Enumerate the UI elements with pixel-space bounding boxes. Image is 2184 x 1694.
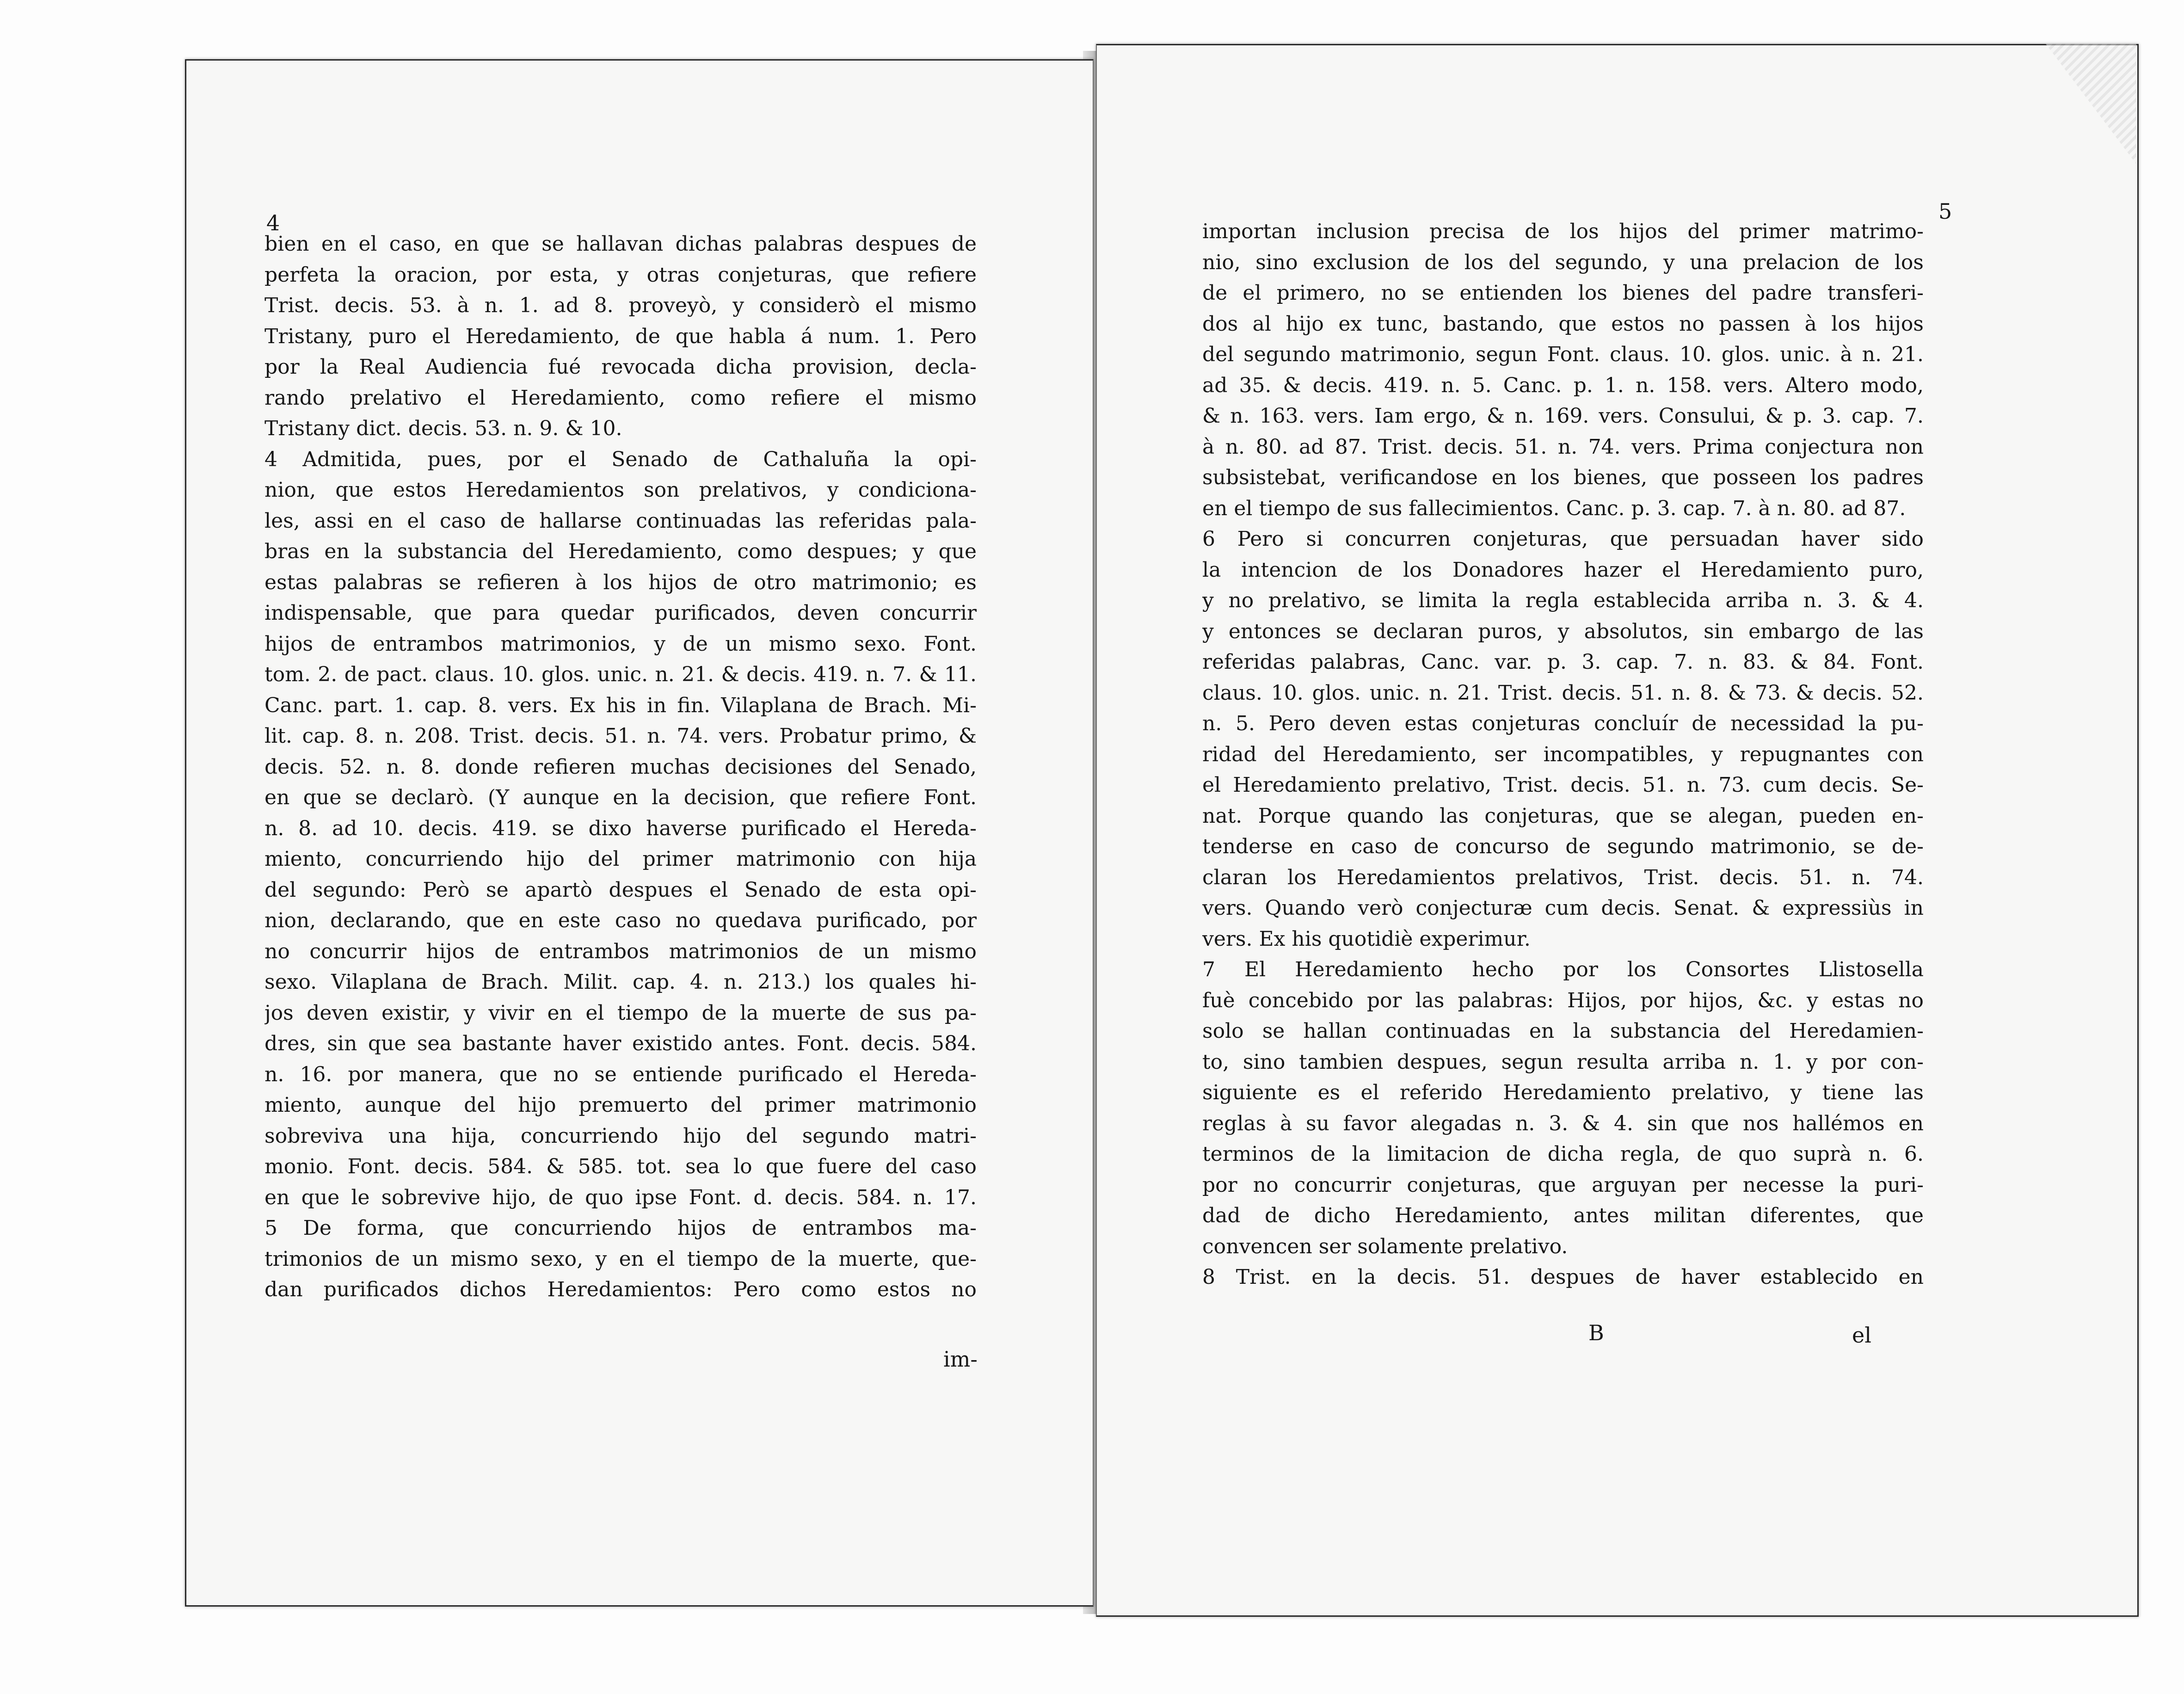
text-line: monio. Font. decis. 584. & 585. tot. sea lo que fuere del caso (265, 1155, 977, 1178)
text-line: dan purificados dichos Heredamientos: Pero como estos no (265, 1278, 977, 1301)
text-line: terminos de la limitacion de dicha regla, de quo suprà n. 6. (1202, 1142, 1924, 1166)
text-line: dres, sin que sea bastante haver existido antes. Font. decis. 584. (265, 1032, 977, 1055)
text-line: importan inclusion precisa de los hijos del primer matrimo- (1202, 220, 1924, 243)
text-line: por la Real Audiencia fué revocada dicha provision, decla- (265, 355, 977, 379)
text-line: claran los Heredamientos prelativos, Trist. decis. 51. n. 74. (1202, 865, 1924, 889)
text-line: ad 35. & decis. 419. n. 5. Canc. p. 1. n. 158. vers. Altero modo, (1202, 373, 1924, 397)
text-line: en el tiempo de sus fallecimientos. Canc. p. 3. cap. 7. à n. 80. ad 87. (1202, 496, 1906, 520)
text-line: ridad del Heredamiento, ser incompatibles, y repugnantes con (1202, 742, 1924, 766)
text-line: sexo. Vilaplana de Brach. Milit. cap. 4. n. 213.) los quales hi- (265, 970, 977, 994)
text-line: la intencion de los Donadores hazer el Heredamiento puro, (1202, 558, 1924, 582)
text-line: decis. 52. n. 8. donde refieren muchas decisiones del Senado, (265, 755, 977, 779)
text-line: à n. 80. ad 87. Trist. decis. 51. n. 74. vers. Prima conjectura non (1202, 435, 1924, 459)
left-page-text (265, 229, 977, 1306)
right-page-number: 5 (1938, 199, 1952, 224)
signature-mark: B (1588, 1320, 1604, 1345)
text-line: claus. 10. glos. unic. n. 21. Trist. decis. 51. n. 8. & 73. & decis. 52. (1202, 681, 1924, 705)
text-line: 5 De forma, que concurriendo hijos de entrambos ma- (265, 1216, 977, 1240)
text-line: n. 8. ad 10. decis. 419. se dixo haverse purificado el Hereda- (265, 816, 977, 840)
text-line: rando prelativo el Heredamiento, como refiere el mismo (265, 386, 977, 410)
text-line: perfeta la oracion, por esta, y otras conjeturas, que refiere (265, 263, 977, 287)
text-line: subsistebat, verificandose en los bienes, que posseen los padres (1202, 466, 1924, 489)
text-line: 8 Trist. en la decis. 51. despues de haver establecido en (1202, 1265, 1924, 1289)
text-line: miento, aunque del hijo premuerto del primer matrimonio (265, 1093, 977, 1117)
text-line: en que le sobrevive hijo, de quo ipse Font. d. decis. 584. n. 17. (265, 1185, 977, 1209)
text-line: dos al hijo ex tunc, bastando, que estos no passen à los hijos (1202, 312, 1924, 336)
text-line: de el primero, no se entienden los bienes del padre transferi- (1202, 281, 1924, 305)
text-line: les, assi en el caso de hallarse continuadas las referidas pala- (265, 509, 977, 533)
text-line: vers. Ex his quotidiè experimur. (1202, 927, 1531, 951)
text-line: nio, sino exclusion de los del segundo, y una prelacion de los (1202, 250, 1924, 274)
text-line: miento, concurriendo hijo del primer matrimonio con hija (265, 847, 977, 871)
right-page-text (1202, 216, 1924, 1293)
text-line: no concurrir hijos de entrambos matrimonios de un mismo (265, 939, 977, 963)
text-line: siguiente es el referido Heredamiento prelativo, y tiene las (1202, 1081, 1924, 1104)
text-line: 6 Pero si concurren conjeturas, que persuadan haver sido (1202, 527, 1924, 551)
text-line: bras en la substancia del Heredamiento, como despues; y que (265, 540, 977, 563)
text-line: Canc. part. 1. cap. 8. vers. Ex his in fin. Vilaplana de Brach. Mi- (265, 693, 977, 717)
text-line: y no prelativo, se limita la regla establecida arriba n. 3. & 4. (1202, 589, 1924, 612)
left-page-number: 4 (266, 210, 280, 235)
text-line: nion, declarando, que en este caso no quedava purificado, por (265, 909, 977, 932)
text-line: n. 16. por manera, que no se entiende purificado el Hereda- (265, 1062, 977, 1086)
text-line: solo se hallan continuadas en la substancia del Heredamien- (1202, 1019, 1924, 1043)
text-line: estas palabras se refieren à los hijos de otro matrimonio; es (265, 570, 977, 594)
text-line: tenderse en caso de concurso de segundo matrimonio, se de- (1202, 835, 1924, 858)
text-line: to, sino tambien despues, segun resulta arriba n. 1. y por con- (1202, 1050, 1924, 1074)
text-line: 7 El Heredamiento hecho por los Consortes Llistosella (1202, 958, 1924, 981)
text-line: nion, que estos Heredamientos son prelativos, y condiciona- (265, 478, 977, 502)
text-line: referidas palabras, Canc. var. p. 3. cap. 7. n. 83. & 84. Font. (1202, 650, 1924, 674)
text-line: Trist. decis. 53. à n. 1. ad 8. proveyò, y considerò el mismo (265, 294, 977, 317)
text-line: reglas à su favor alegadas n. 3. & 4. sin que nos hallémos en (1202, 1111, 1924, 1135)
text-line: del segundo matrimonio, segun Font. claus. 10. glos. unic. à n. 21. (1202, 343, 1924, 366)
text-line: dad de dicho Heredamiento, antes militan diferentes, que (1202, 1204, 1924, 1227)
text-line: el Heredamiento prelativo, Trist. decis. 51. n. 73. cum decis. Se- (1202, 773, 1924, 797)
text-line: tom. 2. de pact. claus. 10. glos. unic. n. 21. & decis. 419. n. 7. & 11. (265, 663, 977, 686)
text-line: vers. Quando verò conjecturæ cum decis. Senat. & expressiùs in (1202, 896, 1924, 920)
text-line: Tristany, puro el Heredamiento, de que habla á num. 1. Pero (265, 324, 977, 348)
text-line: lit. cap. 8. n. 208. Trist. decis. 51. n. 74. vers. Probatur primo, & (265, 724, 977, 748)
right-catchword: el (1852, 1323, 1871, 1348)
text-line: del segundo: Però se apartò despues el Senado de esta opi- (265, 878, 977, 902)
text-line: jos deven existir, y vivir en el tiempo de la muerte de sus pa- (265, 1001, 977, 1025)
text-line: hijos de entrambos matrimonios, y de un mismo sexo. Font. (265, 632, 977, 656)
text-line: n. 5. Pero deven estas conjeturas concluír de necessidad la pu- (1202, 712, 1924, 735)
text-line: bien en el caso, en que se hallavan dichas palabras despues de (265, 232, 977, 256)
text-line: fuè concebido por las palabras: Hijos, por hijos, &c. y estas no (1202, 988, 1924, 1012)
text-line: trimonios de un mismo sexo, y en el tiempo de la muerte, que- (265, 1247, 977, 1271)
text-line: indispensable, que para quedar purificados, deven concurrir (265, 601, 977, 625)
text-line: y entonces se declaran puros, y absolutos, sin embargo de las (1202, 619, 1924, 643)
text-line: convencen ser solamente prelativo. (1202, 1234, 1568, 1258)
text-line: 4 Admitida, pues, por el Senado de Cathaluña la opi- (265, 447, 977, 471)
text-line: por no concurrir conjeturas, que arguyan per necesse la puri- (1202, 1173, 1924, 1197)
text-line: nat. Porque quando las conjeturas, que se alegan, pueden en- (1202, 804, 1924, 828)
text-line: & n. 163. vers. Iam ergo, & n. 169. vers. Consului, & p. 3. cap. 7. (1202, 404, 1924, 428)
text-line: sobreviva una hija, concurriendo hijo del segundo matri- (265, 1124, 977, 1148)
left-catchword: im- (943, 1347, 978, 1372)
text-line: en que se declarò. (Y aunque en la decision, que refiere Font. (265, 786, 977, 809)
text-line: Tristany dict. decis. 53. n. 9. & 10. (265, 417, 622, 440)
